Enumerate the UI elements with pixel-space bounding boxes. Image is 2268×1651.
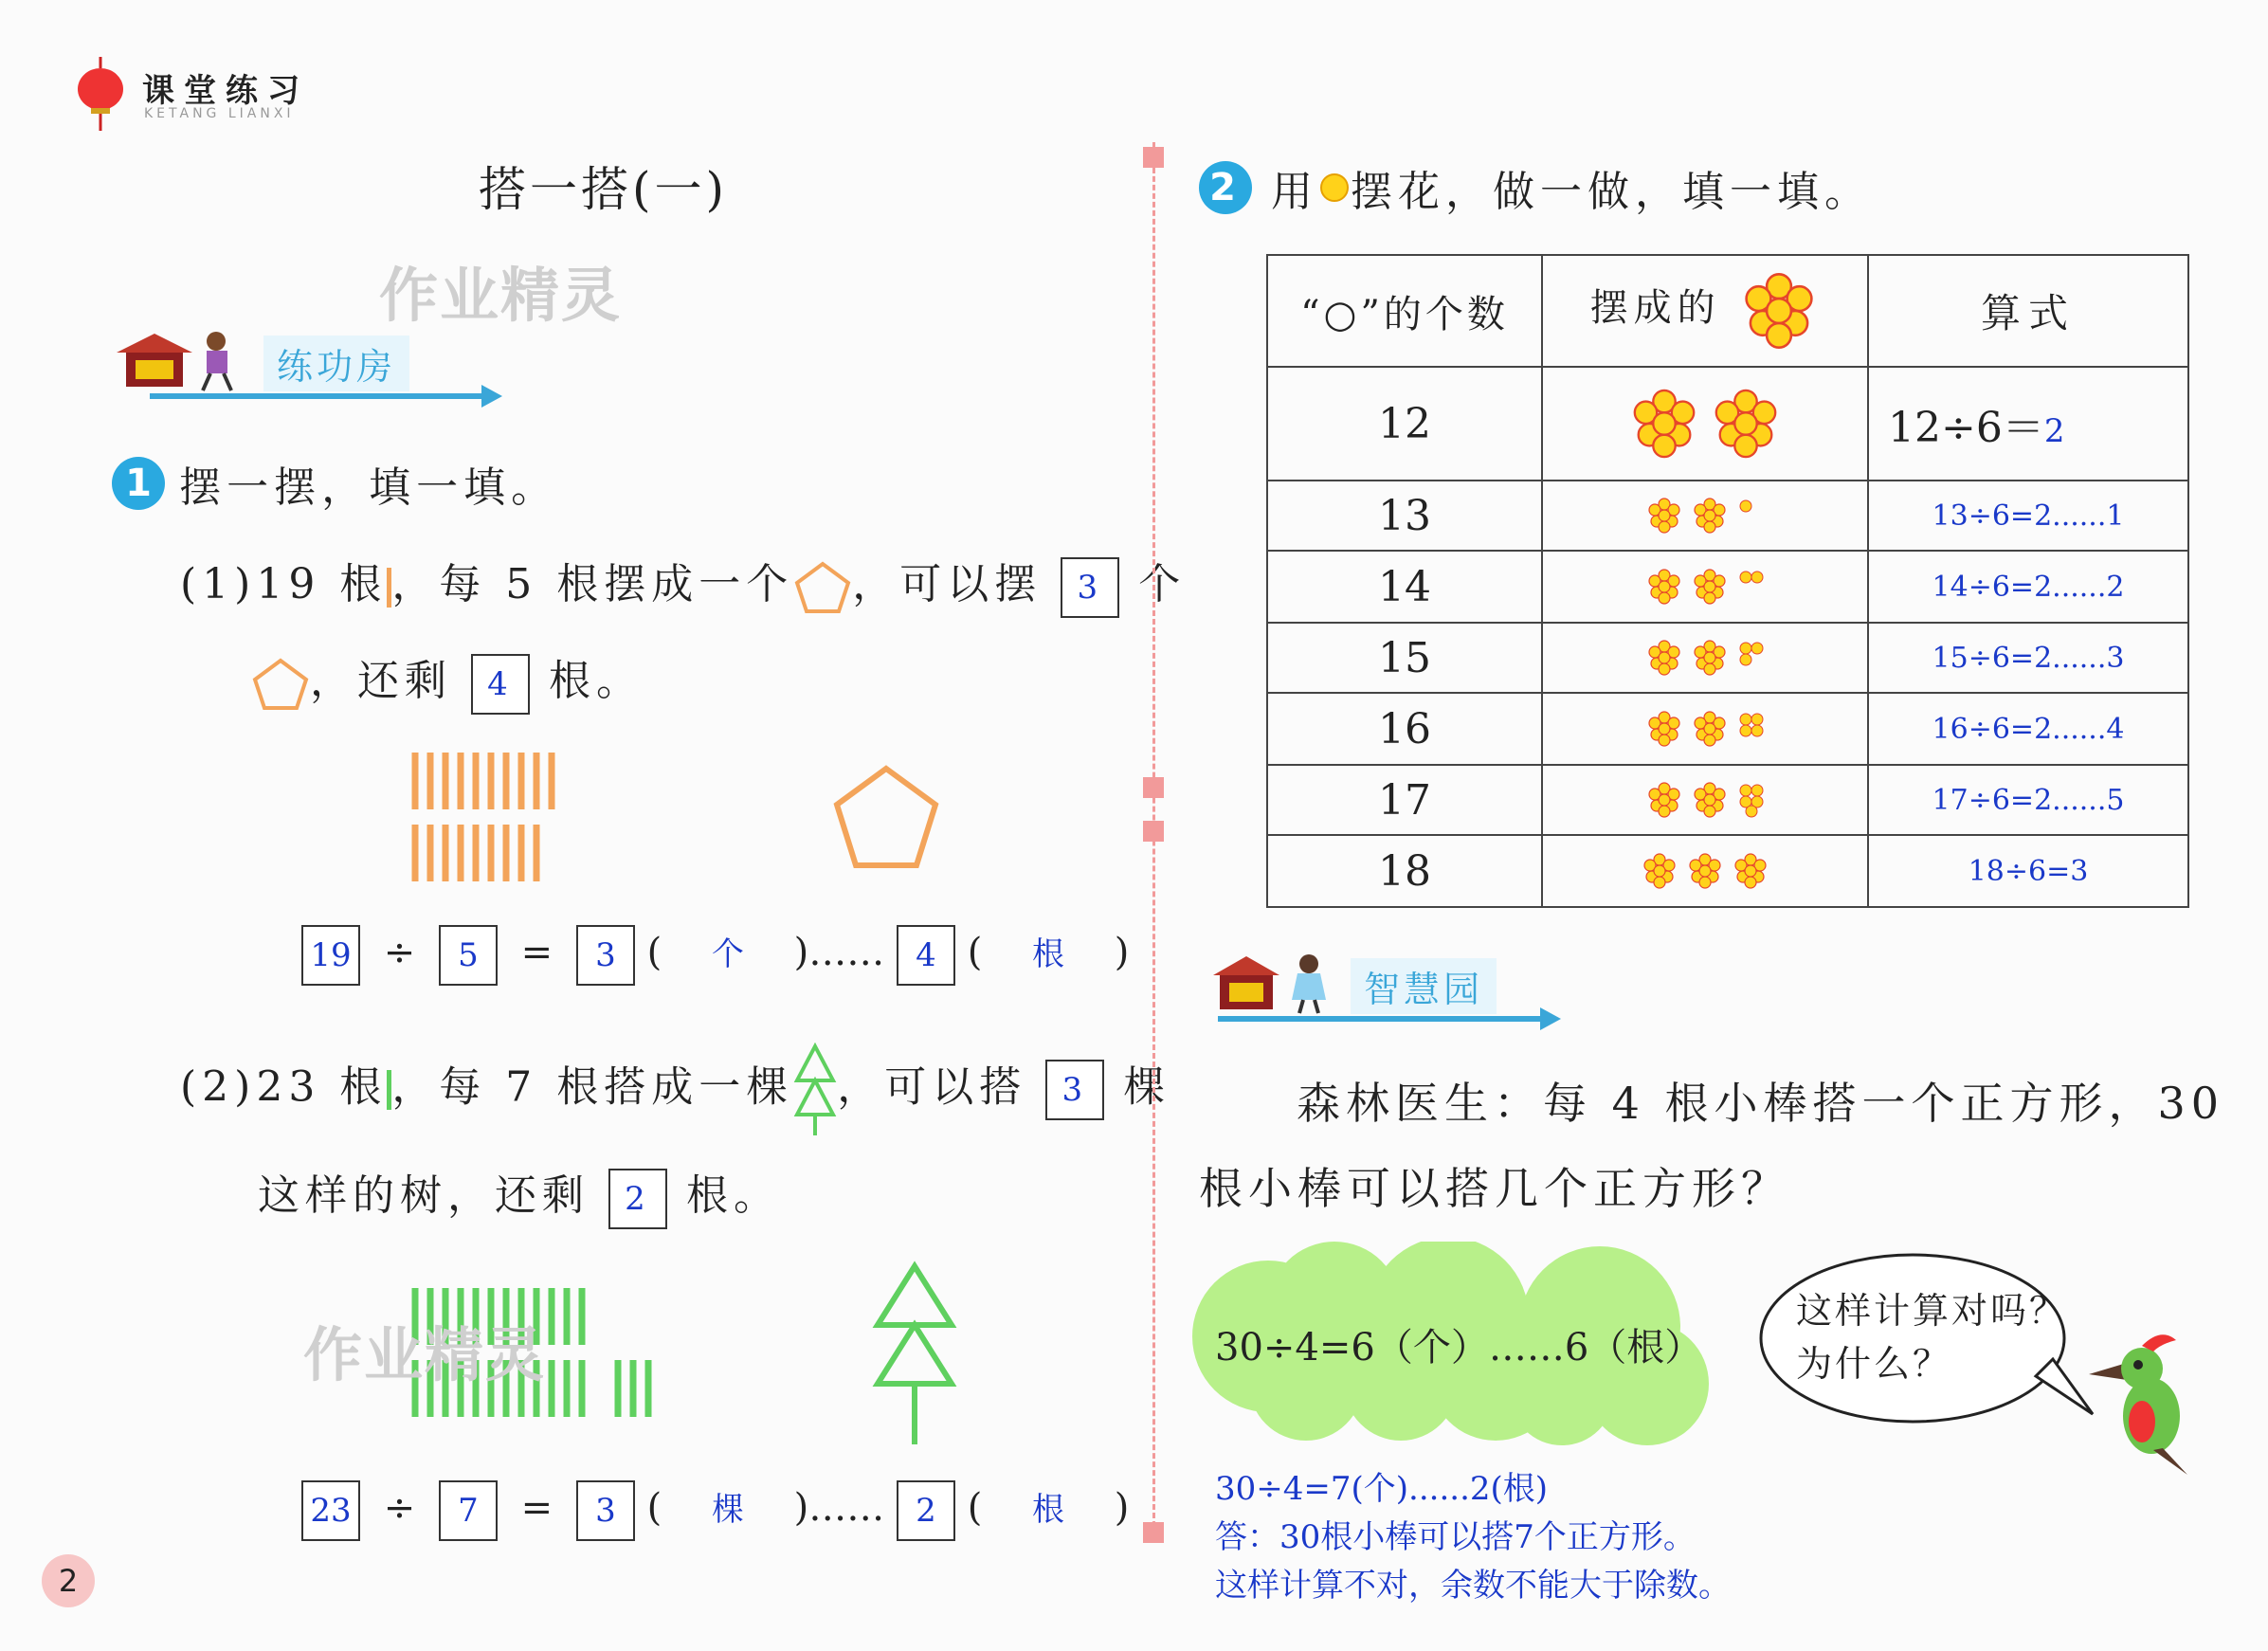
cell-formula[interactable] xyxy=(1868,765,2188,835)
q1-part2-line2 xyxy=(258,1161,781,1229)
table-row xyxy=(1267,551,2188,623)
eq2-paren-open2: ( xyxy=(967,1486,983,1530)
cell-formula[interactable] xyxy=(1868,481,2188,551)
eq1-divisor-box[interactable]: 5 xyxy=(439,925,498,986)
yellow-circle-icon xyxy=(1318,172,1351,204)
q1p2-text-c: ，可以搭 xyxy=(837,1062,1027,1112)
q1p2-text-d: 棵 xyxy=(1123,1062,1171,1112)
q1p1-text-c: ，可以摆 xyxy=(852,560,1043,608)
q1-part2-line1 xyxy=(180,1043,1170,1137)
formula-answer[interactable]: 15÷6=2......3 xyxy=(1932,641,2125,675)
section-label-wisdom: 智慧园 xyxy=(1351,958,1497,1014)
cell-formula[interactable] xyxy=(1868,835,2188,907)
formula-answer[interactable]: 14÷6=2......2 xyxy=(1932,570,2125,604)
table-row xyxy=(1267,367,2188,481)
divider-marker xyxy=(1143,147,1164,168)
bubble-line2: 为什么？ xyxy=(1796,1343,1952,1385)
flower-icon xyxy=(1691,781,1729,819)
formula-answer[interactable]: 18÷6=3 xyxy=(1968,854,2089,888)
eq2-dots: …… xyxy=(808,1486,885,1530)
q1-equation1 xyxy=(301,925,1129,986)
flower-icon xyxy=(1732,852,1769,890)
count-value: 12 xyxy=(1378,399,1431,448)
leftover-circles-icon xyxy=(1736,497,1769,535)
leftover-circles-icon xyxy=(1736,568,1769,606)
leftover-circles-icon xyxy=(1736,639,1769,677)
flower-icon xyxy=(1691,639,1729,677)
q2-prompt-a: 用 xyxy=(1271,168,1318,216)
eq1-paren-close2: ) xyxy=(1114,931,1130,974)
header-made xyxy=(1542,255,1868,367)
q1-number-badge: 1 xyxy=(112,457,165,510)
count-value: 15 xyxy=(1378,633,1431,682)
page-number-text: 2 xyxy=(58,1563,79,1599)
count-value: 14 xyxy=(1378,562,1431,611)
q1-equation2 xyxy=(301,1480,1129,1541)
divider-marker xyxy=(1143,1522,1164,1543)
divider-marker xyxy=(1143,777,1164,798)
answer-line3[interactable]: 这样计算不对，余数不能大于除数。 xyxy=(1215,1567,1731,1605)
eq2-dividend-box[interactable]: 23 xyxy=(301,1480,360,1541)
bubble-line1: 这样计算对吗？ xyxy=(1796,1290,2069,1332)
watermark-top: 作业精灵 xyxy=(379,261,623,330)
divider-marker xyxy=(1143,821,1164,842)
q1p2-text-a: (2)23 根 xyxy=(180,1062,388,1112)
header-title: 课堂练习 xyxy=(142,72,309,110)
q2-prompt-b: 摆花，做一做，填一填。 xyxy=(1351,168,1872,216)
cell-flowers xyxy=(1542,693,1868,765)
eq1-quotient-box[interactable]: 3 xyxy=(576,925,635,986)
header-count xyxy=(1267,255,1542,367)
eq1-unit2[interactable]: 根 xyxy=(1032,935,1065,973)
q1p2-answer1-box[interactable]: 3 xyxy=(1045,1060,1104,1120)
q1-heading xyxy=(112,453,558,514)
eq2-remainder-box[interactable]: 2 xyxy=(897,1480,955,1541)
q1p2-answer2-box[interactable]: 2 xyxy=(608,1169,667,1229)
flower-icon xyxy=(1645,497,1683,535)
count-value: 13 xyxy=(1378,491,1431,540)
cell-count xyxy=(1267,551,1542,623)
eq2-paren-close: ) xyxy=(793,1486,809,1530)
flower-icon xyxy=(1686,852,1724,890)
flower-icon xyxy=(1645,781,1683,819)
eq2-unit1[interactable]: 棵 xyxy=(711,1491,744,1529)
tree-equation: 30÷4=6（个）……6（根） xyxy=(1215,1326,1703,1370)
count-value: 17 xyxy=(1378,775,1431,825)
leftover-circles-icon xyxy=(1736,710,1769,748)
table-header-row xyxy=(1267,255,2188,367)
watermark-bottom: 作业精灵 xyxy=(303,1320,547,1389)
eq1-paren-open2: ( xyxy=(967,931,983,974)
q1p1-text-d: 个 xyxy=(1138,560,1187,608)
formula-answer[interactable]: 17÷6=2......5 xyxy=(1932,783,2125,817)
eq1-eq-sign: = xyxy=(520,931,553,974)
page-number xyxy=(42,1554,95,1607)
cell-count xyxy=(1267,367,1542,481)
cell-flowers xyxy=(1542,367,1868,481)
leftover-circles-icon xyxy=(1736,781,1769,819)
cell-count xyxy=(1267,693,1542,765)
flower-icon xyxy=(1627,387,1701,461)
flower-icon xyxy=(1645,710,1683,748)
cell-count xyxy=(1267,481,1542,551)
ruler-arrow-icon xyxy=(1218,1006,1569,1032)
q1p1-text-e: ，还剩 xyxy=(310,657,452,705)
eq1-paren-close: ) xyxy=(793,931,809,974)
tree-shape-icon xyxy=(793,1043,837,1137)
orange-sticks-figure xyxy=(408,749,578,891)
q1p1-text-f: 根。 xyxy=(549,657,644,705)
eq1-unit1[interactable]: 个 xyxy=(711,935,744,973)
formula-expr: 12÷6＝ xyxy=(1888,404,2044,452)
q1-part1-line1 xyxy=(180,550,1186,618)
ruler-arrow-icon xyxy=(150,383,510,409)
eq2-unit2[interactable]: 根 xyxy=(1032,1491,1065,1529)
flower-table xyxy=(1266,254,2189,908)
header-formula xyxy=(1868,255,2188,367)
q1p1-text-b: ，每 5 根摆成一个 xyxy=(391,560,794,608)
table-row xyxy=(1267,623,2188,693)
header-made-text: 摆成的 xyxy=(1589,286,1721,330)
flower-icon xyxy=(1645,568,1683,606)
cell-flowers xyxy=(1542,623,1868,693)
q1p2-text-b: ，每 7 根搭成一棵 xyxy=(391,1062,794,1112)
section-banner-practice xyxy=(112,330,472,415)
cell-flowers xyxy=(1542,481,1868,551)
q2-heading xyxy=(1199,157,1872,218)
cell-count xyxy=(1267,623,1542,693)
formula-answer[interactable]: 16÷6=2......4 xyxy=(1932,712,2125,746)
q1p1-answer2-box[interactable]: 4 xyxy=(471,654,530,715)
flower-icon xyxy=(1645,639,1683,677)
flower-icon xyxy=(1738,270,1820,352)
pentagon-icon xyxy=(251,657,310,712)
q1p2-text-f: 根。 xyxy=(686,1171,781,1220)
table-row xyxy=(1267,693,2188,765)
q1p1-text-a: (1)19 根 xyxy=(180,560,388,608)
flower-icon xyxy=(1691,568,1729,606)
header-subtitle: KETANG LIANXI xyxy=(144,106,295,121)
section-label-practice: 练功房 xyxy=(263,336,409,391)
answer-line1[interactable]: 30÷4=7(个)......2(根) xyxy=(1215,1470,1549,1508)
cell-formula[interactable] xyxy=(1868,623,2188,693)
cell-formula[interactable] xyxy=(1868,551,2188,623)
woodpecker-icon xyxy=(2085,1327,2199,1479)
lesson-title: 搭一搭(一) xyxy=(479,162,729,217)
table-row xyxy=(1267,835,2188,907)
flower-icon xyxy=(1641,852,1678,890)
header-formula-text: 算式 xyxy=(1980,290,2076,336)
eq2-paren-close2: ) xyxy=(1114,1486,1130,1530)
header xyxy=(76,57,360,133)
eq2-divisor-box[interactable]: 7 xyxy=(439,1480,498,1541)
pentagon-icon xyxy=(793,560,852,615)
eq1-dividend-box[interactable]: 19 xyxy=(301,925,360,986)
eq2-paren-open: ( xyxy=(646,1486,662,1530)
table-row xyxy=(1267,765,2188,835)
flower-icon xyxy=(1691,710,1729,748)
count-value: 16 xyxy=(1378,704,1431,753)
table-row xyxy=(1267,481,2188,551)
header-count-text: “○”的个数 xyxy=(1300,292,1509,336)
problem-line2: 根小棒可以搭几个正方形？ xyxy=(1199,1163,1790,1214)
eq1-dots: …… xyxy=(808,931,885,974)
eq2-quotient-box[interactable]: 3 xyxy=(576,1480,635,1541)
cell-flowers xyxy=(1542,765,1868,835)
q1p1-answer1-box[interactable]: 3 xyxy=(1061,557,1119,618)
cell-flowers xyxy=(1542,551,1868,623)
flower-icon xyxy=(1709,387,1783,461)
q1p2-text-e: 这样的树，还剩 xyxy=(258,1171,590,1220)
q2-number-badge: 2 xyxy=(1199,161,1252,214)
eq2-div-sign: ÷ xyxy=(383,1486,416,1530)
section-banner-wisdom xyxy=(1208,952,1569,1038)
lantern-icon xyxy=(76,57,125,131)
eq1-remainder-box[interactable]: 4 xyxy=(897,925,955,986)
cell-formula[interactable] xyxy=(1868,693,2188,765)
answer-line2[interactable]: 答：30根小棒可以搭7个正方形。 xyxy=(1215,1518,1696,1556)
problem-line1: 森林医生：每 4 根小棒搭一个正方形，30 xyxy=(1297,1078,2225,1129)
count-value: 18 xyxy=(1378,846,1431,896)
q1-part1-line2 xyxy=(251,646,644,715)
cell-count xyxy=(1267,835,1542,907)
eq1-div-sign: ÷ xyxy=(383,931,416,974)
formula-answer[interactable]: 2 xyxy=(2043,412,2065,450)
cell-count xyxy=(1267,765,1542,835)
cell-flowers xyxy=(1542,835,1868,907)
q1-prompt: 摆一摆，填一填。 xyxy=(179,463,559,512)
formula-answer[interactable]: 13÷6=2......1 xyxy=(1932,499,2125,533)
pentagon-figure xyxy=(829,763,943,872)
tree-figure xyxy=(872,1261,957,1450)
eq2-eq-sign: = xyxy=(520,1486,553,1530)
eq1-paren-open: ( xyxy=(646,931,662,974)
cell-formula[interactable] xyxy=(1868,367,2188,481)
flower-icon xyxy=(1691,497,1729,535)
